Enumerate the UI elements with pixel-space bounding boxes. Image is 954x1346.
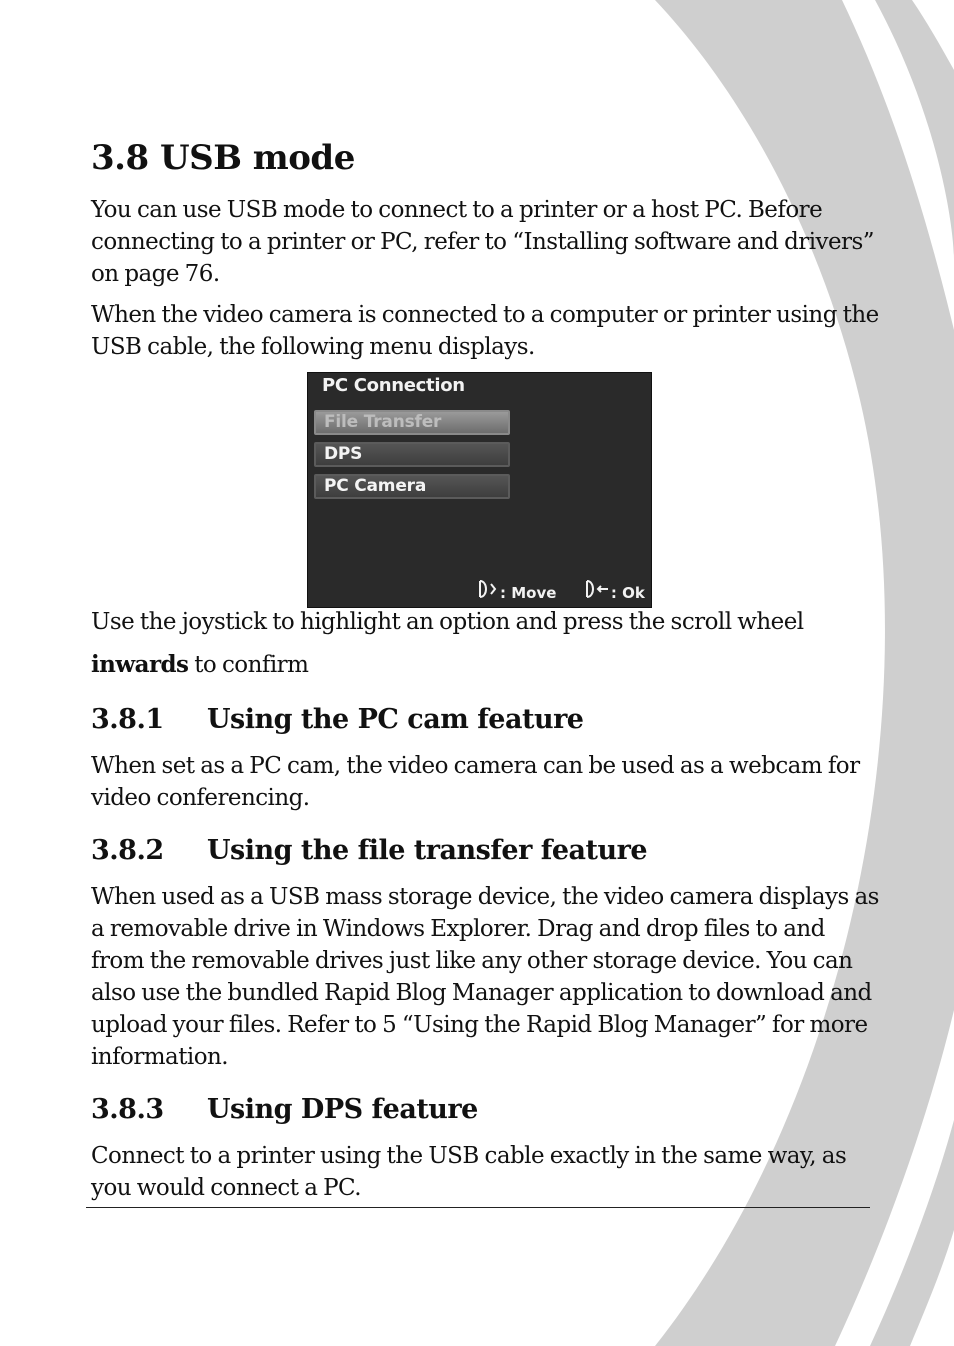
subsection-title: Using DPS feature (207, 1094, 478, 1125)
subsection-heading-3 (91, 1094, 478, 1125)
subsection-body-1: When set as a PC cam, the video camera can be used as a webcam for video conferencing. (91, 753, 860, 811)
footer-rule (86, 1207, 870, 1208)
subsection-title: Using the PC cam feature (207, 704, 584, 735)
joystick-icon (478, 580, 498, 602)
instruction-bold: inwards (91, 651, 189, 678)
instruction-line (91, 649, 881, 681)
intro-paragraph-1: You can use USB mode to connect to a printer or a host PC. Before connecting to a printer or PC, refer to “Installing software and drivers” on page 76. (91, 197, 874, 287)
subsection-body-3: Connect to a printer using the USB cable exactly in the same way, as you would connect a PC. (91, 1143, 847, 1201)
hint-ok: : Ok (610, 584, 645, 602)
subsection-number: 3.8.3 (91, 1094, 164, 1125)
subsection-body-2: When used as a USB mass storage device, the video camera displays as a removable drive in Windows Explorer. Drag and drop files to and from the removable drives just like any other storage device. You can also use the bundled Rapid Blog Manager application to download and upload your files. Refer to 5 “Using the Rapid Blog Manager” for more information. (91, 884, 879, 1070)
subsection-title: Using the file transfer feature (207, 835, 648, 866)
intro-paragraph-2: When the video camera is connected to a computer or printer using the USB cable, the following menu displays. (91, 302, 879, 360)
subsection-heading-2 (91, 835, 647, 866)
menu-option-file-transfer: File Transfer (314, 410, 510, 435)
menu-option-pc-camera: PC Camera (314, 474, 510, 499)
subsection-number: 3.8.1 (91, 704, 164, 735)
instruction-lead: Use the joystick to highlight an option and press the scroll wheel (91, 609, 804, 635)
subsection-heading-1 (91, 704, 583, 735)
menu-hints (478, 580, 645, 602)
section-title: 3.8 USB mode (91, 138, 355, 178)
subsection-number: 3.8.2 (91, 835, 164, 866)
instruction-tail: to confirm (188, 652, 309, 678)
hint-move: : Move (500, 584, 557, 602)
menu-option-dps: DPS (314, 442, 510, 467)
scroll-wheel-press-icon (585, 580, 609, 602)
pc-connection-menu-screenshot (307, 372, 652, 608)
menu-title: PC Connection (322, 375, 465, 396)
